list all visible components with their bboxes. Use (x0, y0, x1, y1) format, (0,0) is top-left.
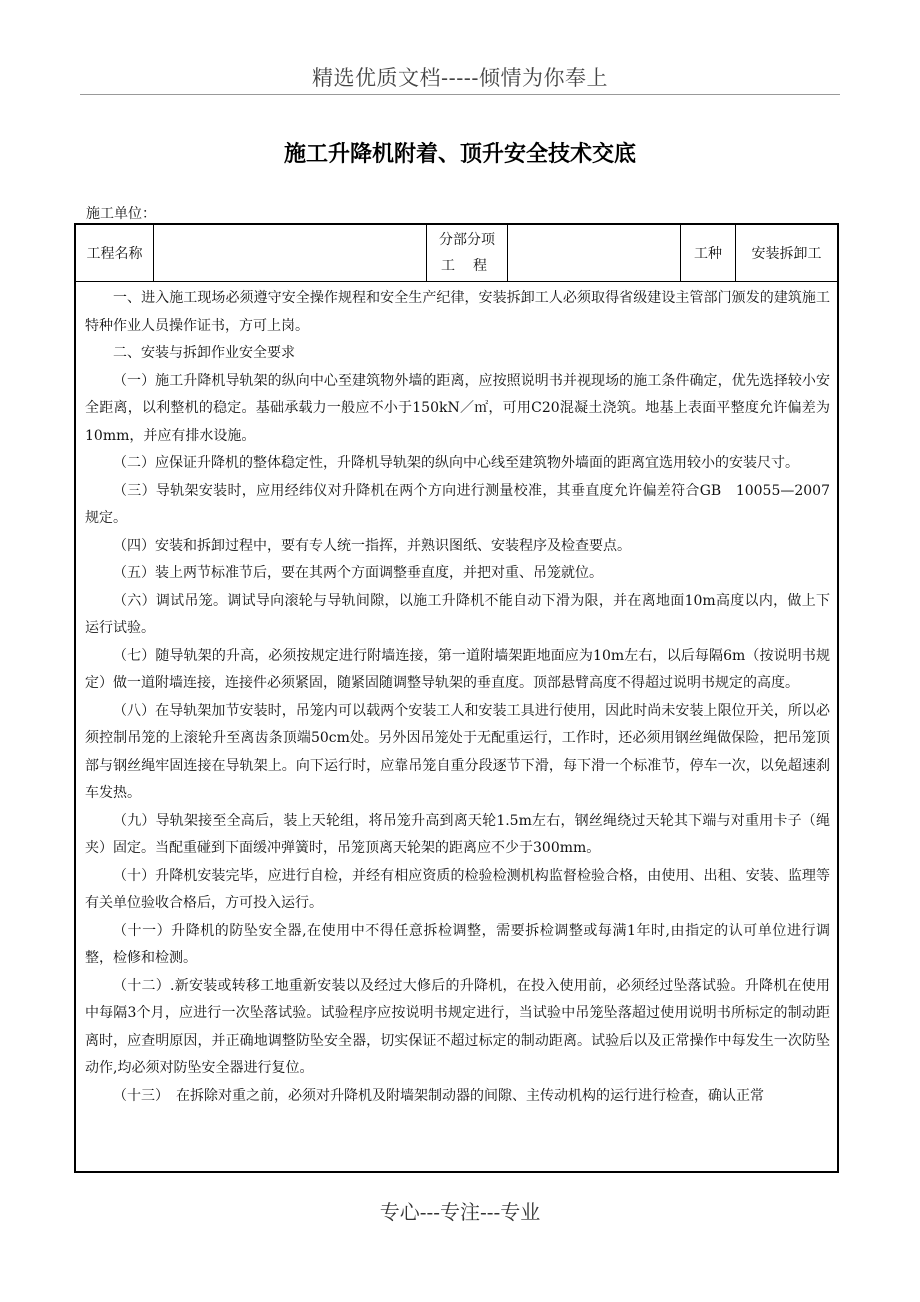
paragraph: （十一）升降机的防坠安全器,在使用中不得任意拆检调整，需要拆检调整或每满1年时,由指定的认可单位进行调整，检修和检测。 (85, 922, 830, 966)
paragraph: （十）升降机安装完毕，应进行自检，并经有相应资质的检验检测机构监督检验合格，由使用、出租、安装、监理等有关单位验收合格后，方可投入运行。 (85, 867, 830, 911)
paragraph: （六）调试吊笼。调试导向滚轮与导轨间隙，以施工升降机不能自动下滑为限，并在离地面10m高度以内，做上下运行试验。 (85, 592, 830, 636)
paragraph: （五）装上两节标准节后，要在其两个方面调整垂直度，并把对重、吊笼就位。 (113, 565, 603, 581)
header-divider (80, 94, 840, 95)
sub-item-label (427, 225, 507, 281)
disclosure-table (74, 223, 839, 1173)
paragraph: （一）施工升降机导轨架的纵向中心至建筑物外墙的距离，应按照说明书并视现场的施工条件确定，优先选择较小安全距离，以利整机的稳定。基础承载力一般应不小于150kN／㎡，可用C20混凝土浇筑。地基上表面平整度允许偏差为10mm，并应有排水设施。 (85, 372, 830, 444)
page-header-text: 精选优质文档-----倾情为你奉上 (312, 66, 608, 90)
project-name-value (154, 225, 426, 281)
sub-item-label-char2: 程 (473, 258, 487, 274)
document-title: 施工升降机附着、顶升安全技术交底 (283, 142, 636, 167)
project-name-label: 工程名称 (86, 246, 143, 262)
work-type-label: 工种 (694, 246, 722, 262)
paragraph: （二）应保证升降机的整体稳定性，升降机导轨架的纵向中心线至建筑物外墙面的距离宜选用较小的安装尺寸。 (113, 455, 799, 471)
paragraph: （九）导轨架接至全高后，装上天轮组，将吊笼升高到离天轮1.5m左右，钢丝绳绕过天轮其下端与对重用卡子（绳夹）固定。当配重碰到下面缓冲弹簧时，吊笼顶离天轮架的距离应不少于300mm。 (85, 812, 830, 856)
paragraph: （十二）.新安装或转移工地重新安装以及经过大修后的升降机，在投入使用前，必须经过坠落试验。升降机在使用中每隔3个月，应进行一次坠落试验。试验程序应按说明书规定进行，当试验中吊笼坠落超过使用说明书所标定的制动距离时，应查明原因，并正确地调整防坠安全器，切实保证不超过标定的制动距离。试验后以及正常操作中每发生一次防坠动作,均必须对防坠安全器进行复位。 (85, 977, 830, 1076)
paragraph: （四）安装和拆卸过程中，要有专人统一指挥，并熟识图纸、安装程序及检查要点。 (113, 537, 631, 554)
work-type-value: 安装拆卸工 (751, 246, 822, 262)
sub-item-label-line2 (427, 253, 507, 279)
sub-item-label-char1: 工 (441, 258, 455, 274)
paragraph: （三）导轨架安装时，应用经纬仪对升降机在两个方向进行测量校准，其垂直度允许偏差符合GB 10055—2007规定。 (85, 482, 830, 526)
sub-item-value (508, 225, 680, 281)
sub-item-label-line1: 分部分项 (439, 232, 495, 248)
table-header-row (76, 225, 837, 282)
page-footer-text: 专心---专注---专业 (379, 1200, 541, 1224)
section-heading: 二、安装与拆卸作业安全要求 (113, 345, 295, 361)
disclosure-content (85, 285, 830, 1110)
paragraph: 一、进入施工现场必须遵守安全操作规程和安全生产纪律，安装拆卸工人必须取得省级建设主管部门颁发的建筑施工特种作业人员操作证书，方可上岗。 (85, 290, 830, 334)
paragraph: （十三） 在拆除对重之前，必须对升降机及附墙架制动器的间隙、主传动机构的运行进行检查，确认正常 (113, 1087, 764, 1104)
paragraph: （七）随导轨架的升高，必须按规定进行附墙连接，第一道附墙架距地面应为10m左右，以后每隔6m（按说明书规定）做一道附墙连接，连接件必须紧固，随紧固随调整导轨架的垂直度。顶部悬臂高度不得超过说明书规定的高度。 (85, 647, 830, 691)
construction-unit-label: 施工单位： (86, 206, 156, 222)
paragraph: （八）在导轨架加节安装时，吊笼内可以载两个安装工人和安装工具进行使用，因此时尚未安装上限位开关，所以必须控制吊笼的上滚轮升至离齿条顶端50cm处。另外因吊笼处于无配重运行，工作时，还必须用钢丝绳做保险，把吊笼顶部与钢丝绳牢固连接在导轨架上。向下运行时，应靠吊笼自重分段逐节下滑，每下滑一个标准节，停车一次，以免超速刹车发热。 (85, 702, 830, 801)
